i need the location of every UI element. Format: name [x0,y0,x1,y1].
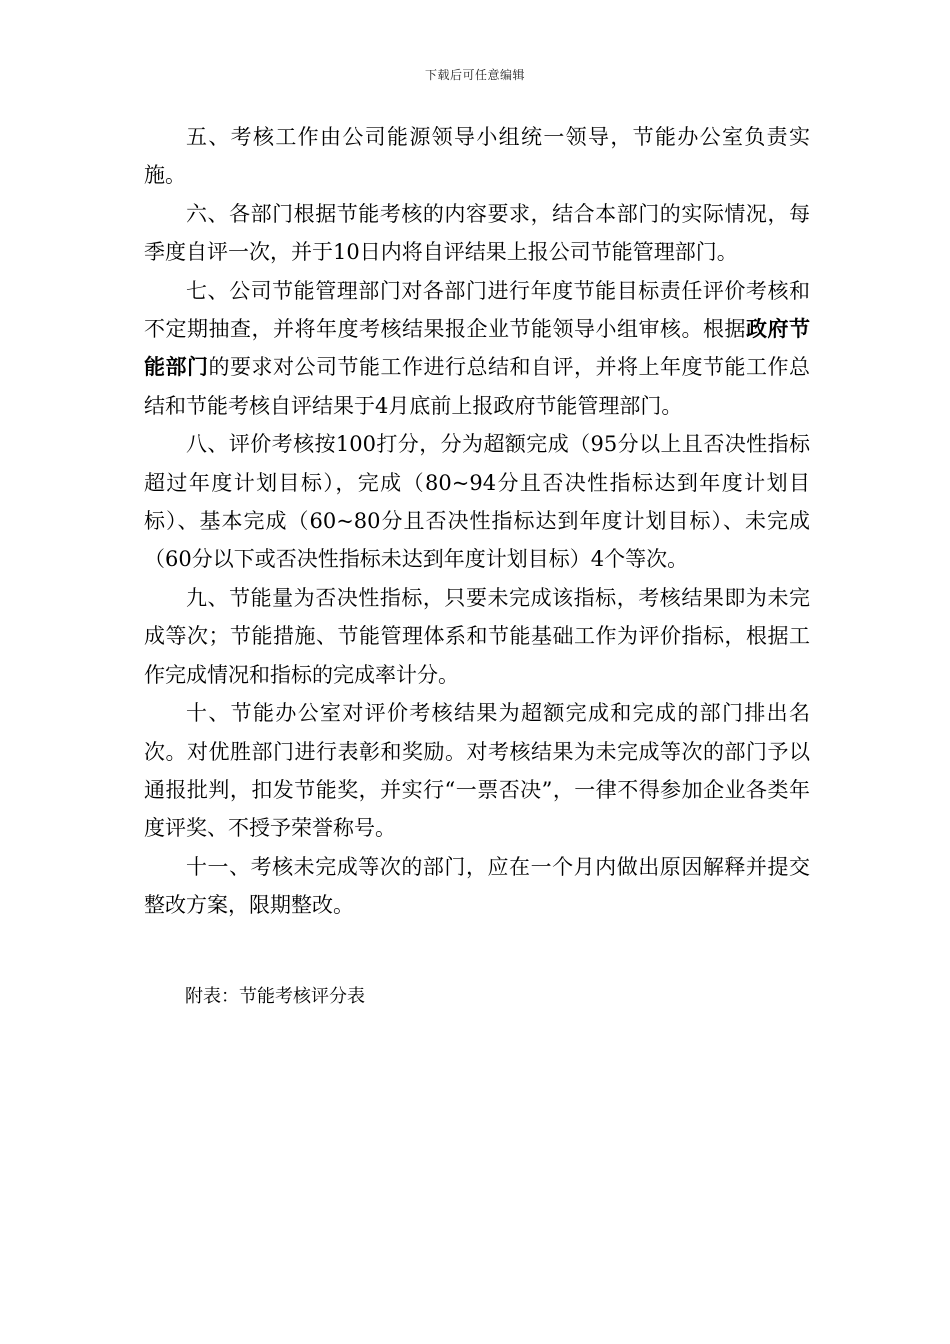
paragraph-7-part-1: 七、公司节能管理部门对各部门进行年度节能目标责任评价考核和不定期抽查，并将年度考核结果报企业节能领导小组审核。根据 [144,278,810,342]
paragraph-11: 十一、考核未完成等次的部门，应在一个月内做出原因解释并提交整改方案，限期整改。 [144,854,810,918]
header-note: 下载后可任意编辑 [424,68,525,82]
paragraph-7-bold-term: 政府节能部门 [144,316,810,380]
document-body [144,118,810,925]
attachment-label: 附表：节能考核评分表 [185,986,365,1007]
paragraph-5: 五、考核工作由公司能源领导小组统一领导，节能办公室负责实施。 [144,125,810,188]
paragraph-8: 八、评价考核按100打分，分为超额完成（95分以上且否决性指标超过年度计划目标），完成（80~94分且否决性指标达到年度计划目标）、基本完成（60~80分且否决性指标达到年度计划目标）、未完成（60分以下或否决性指标未达到年度计划目标）4个等次。 [144,432,810,572]
paragraph-7 [144,272,810,426]
paragraph-10: 十、节能办公室对评价考核结果为超额完成和完成的部门排出名次。对优胜部门进行表彰和奖励。对考核结果为未完成等次的部门予以通报批判，扣发节能奖，并实行“一票否决”，一律不得参加企业各类年度评奖、不授予荣誉称号。 [144,701,810,841]
paragraph-9: 九、节能量为否决性指标，只要未完成该指标，考核结果即为未完成等次；节能措施、节能管理体系和节能基础工作为评价指标，根据工作完成情况和指标的完成率计分。 [144,585,810,687]
paragraph-7-part-2: 的要求对公司节能工作进行总结和自评，并将上年度节能工作总结和节能考核自评结果于4月底前上报政府节能管理部门。 [144,355,810,418]
paragraph-6: 六、各部门根据节能考核的内容要求，结合本部门的实际情况，每季度自评一次，并于10日内将自评结果上报公司节能管理部门。 [144,201,810,265]
